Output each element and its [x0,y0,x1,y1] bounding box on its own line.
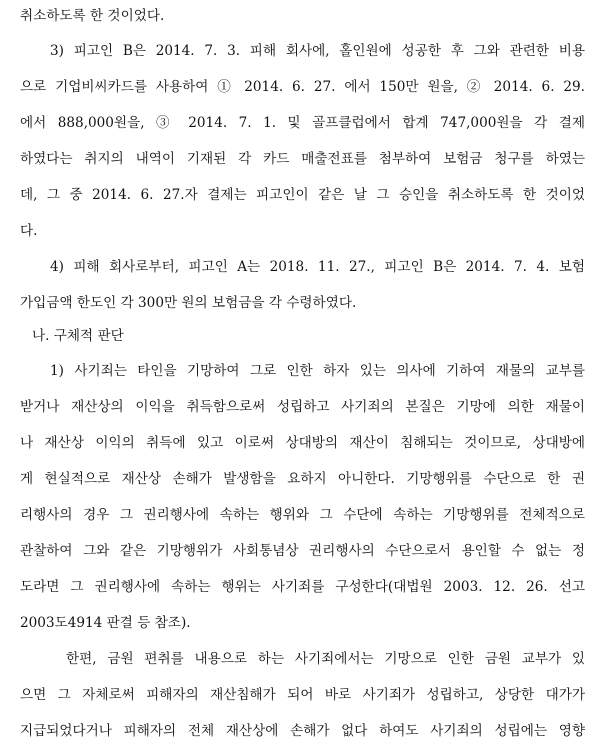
section-heading: 나. 구체적 판단 [32,328,124,344]
paragraph-1-line-1: 1) 사기죄는 타인을 기망하여 그로 인한 하자 있는 의사에 기하여 재물의 교부를 [50,363,585,379]
paragraph-1-line-7: 도라면 그 권리행사에 속하는 행위는 사기죄를 구성한다(대법원 2003. 12. 26. 선고 [20,579,585,595]
paragraph-4-line-1: 4) 피해 회사로부터, 피고인 A는 2018. 11. 27., 피고인 B은 2014. 7. 4. 보험 [50,259,585,275]
paragraph-3-line-3: 에서 888,000원을, ③ 2014. 7. 1. 및 골프클럽에서 합계 747,000원을 각 결제 [20,115,585,131]
paragraph-3-line-4: 하였다는 취지의 내역이 기재된 각 카드 매출전표를 첨부하여 보험금 청구를 하였는 [20,151,585,167]
paragraph-1-line-2: 받거나 재산상의 이익을 취득함으로써 성립하고 사기죄의 본질은 기망에 의한 재물이 [20,399,585,415]
paragraph-1-line-8: 2003도4914 판결 등 참조). [20,615,191,631]
paragraph-1-line-5: 리행사의 경우 그 권리행사에 속하는 행위와 그 수단에 속하는 기망행위를 전체적으로 [20,507,585,523]
paragraph-4-line-2: 가입금액 한도인 각 300만 원의 보험금을 각 수령하였다. [20,295,357,311]
paragraph-2-line-3: 지급되었다거나 피해자의 전체 재산상에 손해가 없다 하여도 사기죄의 성립에는 영향 [20,723,585,739]
paragraph-1-line-3: 나 재산상 이익의 취득에 있고 이로써 상대방의 재산이 침해되는 것이므로, 상대방에 [20,435,585,451]
paragraph-1-line-4: 게 현실적으로 재산상 손해가 발생함을 요하지 아니한다. 기망행위를 수단으로 한 권 [20,471,585,487]
text-line-continuation: 취소하도록 한 것이었다. [20,8,165,24]
paragraph-3-line-6: 다. [20,223,38,239]
paragraph-2-line-1: 한편, 금원 편취를 내용으로 하는 사기죄에서는 기망으로 인한 금원 교부가 있 [66,651,585,667]
paragraph-3-line-2: 으로 기업비씨카드를 사용하여 ① 2014. 6. 27. 에서 150만 원을, ② 2014. 6. 29. [20,79,585,95]
paragraph-2-line-2: 으면 그 자체로써 피해자의 재산침해가 되어 바로 사기죄가 성립하고, 상당한 대가가 [20,687,585,703]
paragraph-3-line-1: 3) 피고인 B은 2014. 7. 3. 피해 회사에, 홀인원에 성공한 후 그와 관련한 비용 [50,43,585,59]
paragraph-1-line-6: 관찰하여 그와 같은 기망행위가 사회통념상 권리행사의 수단으로서 용인할 수 없는 정 [20,543,585,559]
paragraph-3-line-5: 데, 그 중 2014. 6. 27.자 결제는 피고인이 같은 날 그 승인을 취소하도록 한 것이었 [20,187,585,203]
